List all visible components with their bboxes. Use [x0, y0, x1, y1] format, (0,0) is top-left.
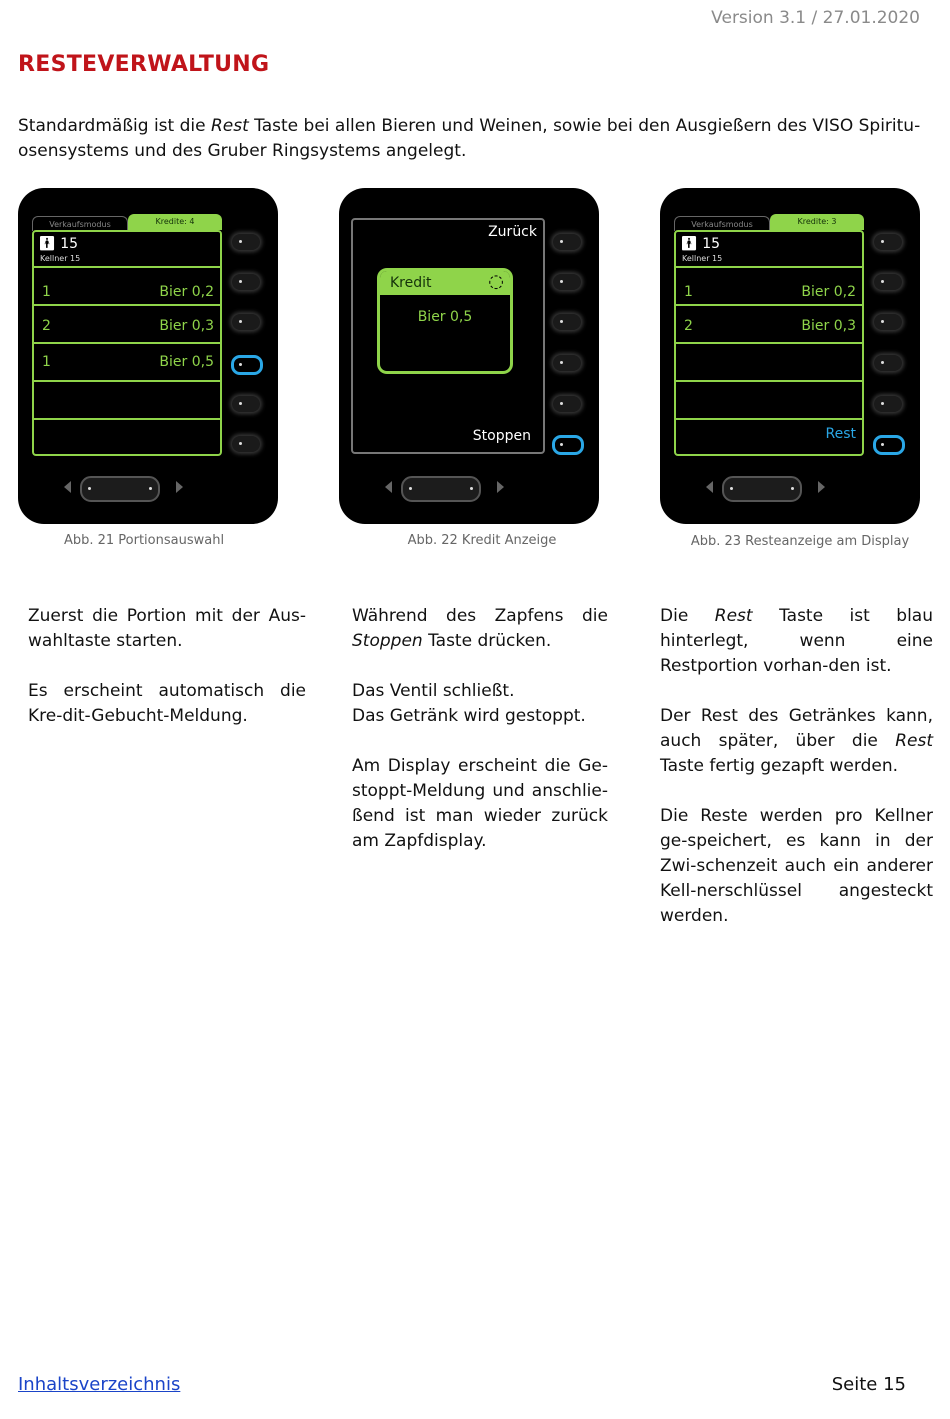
- list-item-empty: [676, 380, 862, 418]
- row-item: Bier 0,3: [159, 318, 214, 334]
- row-qty: 1: [42, 284, 51, 300]
- dialog-title: Kredit: [390, 275, 432, 291]
- side-button-5[interactable]: [874, 396, 902, 412]
- row-item: Bier 0,5: [159, 354, 214, 370]
- person-icon: 🚹︎: [38, 236, 56, 252]
- tab-kredite: Kredite: 4: [128, 214, 222, 230]
- rest-button-active[interactable]: [873, 435, 905, 455]
- toc-link[interactable]: Inhaltsverzeichnis: [18, 1374, 181, 1395]
- tab-verkaufsmodus: Verkaufsmodus: [674, 216, 770, 231]
- list-item-empty: [34, 418, 220, 454]
- side-button-4-active[interactable]: [231, 355, 263, 375]
- stop-button-active[interactable]: [552, 435, 584, 455]
- list-item: [676, 304, 862, 342]
- user-count: 🚹︎ 15: [38, 236, 79, 252]
- list-item: [34, 266, 220, 304]
- loading-spinner-icon: ◌: [488, 271, 504, 292]
- right-arrow-icon[interactable]: [497, 481, 504, 493]
- user-count: 🚹︎ 15: [680, 236, 721, 252]
- text-column-3: [660, 604, 933, 954]
- device-figure-resteanzeige: [660, 188, 920, 524]
- intro-paragraph: Standardmäßig ist die Rest Taste bei allen Bieren und Weinen, sowie bei den Ausgießern des VISO Spiritu-osensystems und des Gruber Ringsystems angelegt.: [18, 116, 921, 161]
- paragraph: Es erscheint automatisch die Kre-dit-Gebucht-Meldung.: [28, 681, 306, 726]
- person-icon: 🚹︎: [680, 236, 698, 252]
- dialog-item: Bier 0,5: [417, 309, 473, 325]
- side-button-2[interactable]: [874, 274, 902, 290]
- list-item-empty: [676, 342, 862, 380]
- paragraph: Der Rest des Getränkes kann, auch später, über die Rest Taste fertig gezapft werden.: [660, 706, 933, 776]
- side-button-5[interactable]: [553, 396, 581, 412]
- left-arrow-icon[interactable]: [385, 481, 392, 493]
- screen-panel: [674, 230, 864, 456]
- paragraph: Während des Zapfens die Stoppen Taste drücken.: [352, 606, 608, 651]
- list-item-rest: [676, 418, 862, 454]
- figure-caption: Abb. 21 Portionsauswahl: [63, 533, 225, 548]
- side-button-1[interactable]: [874, 234, 902, 250]
- back-label: Zurück: [488, 224, 537, 240]
- row-item: Bier 0,3: [801, 318, 856, 334]
- figure-caption: Abb. 23 Resteanzeige am Display: [690, 534, 910, 549]
- tab-kredite: Kredite: 3: [770, 214, 864, 230]
- device-figure-portionsauswahl: [18, 188, 278, 524]
- stop-label: Stoppen: [472, 428, 531, 444]
- paragraph: Das Ventil schließt. Das Getränk wird gestoppt.: [352, 681, 586, 726]
- text-column-1: [28, 604, 306, 754]
- page-number: Seite 15: [831, 1374, 906, 1395]
- text-column-2: [352, 604, 608, 879]
- waiter-label: Kellner 15: [40, 254, 81, 263]
- screen-panel: [351, 218, 545, 454]
- nav-selector-button[interactable]: [401, 476, 481, 502]
- side-button-3[interactable]: [874, 314, 902, 330]
- side-button-3[interactable]: [232, 314, 260, 330]
- paragraph: Die Reste werden pro Kellner ge-speichert, es kann in der Zwi-schenzeit auch ein anderer Kell-nerschlüssel angesteckt werden.: [660, 806, 933, 926]
- tab-verkaufsmodus: Verkaufsmodus: [32, 216, 128, 231]
- paragraph: Zuerst die Portion mit der Aus-wahltaste starten.: [28, 606, 306, 651]
- dialog-header: [380, 271, 510, 295]
- side-button-2[interactable]: [553, 274, 581, 290]
- side-button-2[interactable]: [232, 274, 260, 290]
- row-qty: 1: [684, 284, 693, 300]
- left-arrow-icon[interactable]: [64, 481, 71, 493]
- paragraph: Am Display erscheint die Ge-stoppt-Meldung und anschlie-ßend ist man wieder zurück am Zapfdisplay.: [352, 756, 608, 851]
- rest-label: Rest: [825, 426, 856, 442]
- list-item: [34, 304, 220, 342]
- row-item: Bier 0,2: [801, 284, 856, 300]
- side-button-3[interactable]: [553, 314, 581, 330]
- side-button-1[interactable]: [553, 234, 581, 250]
- right-arrow-icon[interactable]: [176, 481, 183, 493]
- screen-panel: [32, 230, 222, 456]
- side-button-4[interactable]: [553, 355, 581, 371]
- right-arrow-icon[interactable]: [818, 481, 825, 493]
- side-button-6[interactable]: [232, 436, 260, 452]
- row-item: Bier 0,2: [159, 284, 214, 300]
- paragraph: Die Rest Taste ist blau hinterlegt, wenn eine Restportion vorhan-den ist.: [660, 606, 933, 676]
- credit-dialog: [377, 268, 513, 374]
- left-arrow-icon[interactable]: [706, 481, 713, 493]
- row-qty: 1: [42, 354, 51, 370]
- version-label: Version 3.1 / 27.01.2020: [711, 8, 920, 28]
- figure-caption: Abb. 22 Kredit Anzeige: [407, 533, 557, 548]
- section-title: RESTEVERWALTUNG: [18, 52, 270, 77]
- side-button-1[interactable]: [232, 234, 260, 250]
- row-qty: 2: [42, 318, 51, 334]
- list-item: [34, 342, 220, 380]
- nav-selector-button[interactable]: [80, 476, 160, 502]
- nav-selector-button[interactable]: [722, 476, 802, 502]
- list-item-empty: [34, 380, 220, 418]
- device-figure-kredit-anzeige: [339, 188, 599, 524]
- waiter-label: Kellner 15: [682, 254, 723, 263]
- side-button-4[interactable]: [874, 355, 902, 371]
- row-qty: 2: [684, 318, 693, 334]
- side-button-5[interactable]: [232, 396, 260, 412]
- list-item: [676, 266, 862, 304]
